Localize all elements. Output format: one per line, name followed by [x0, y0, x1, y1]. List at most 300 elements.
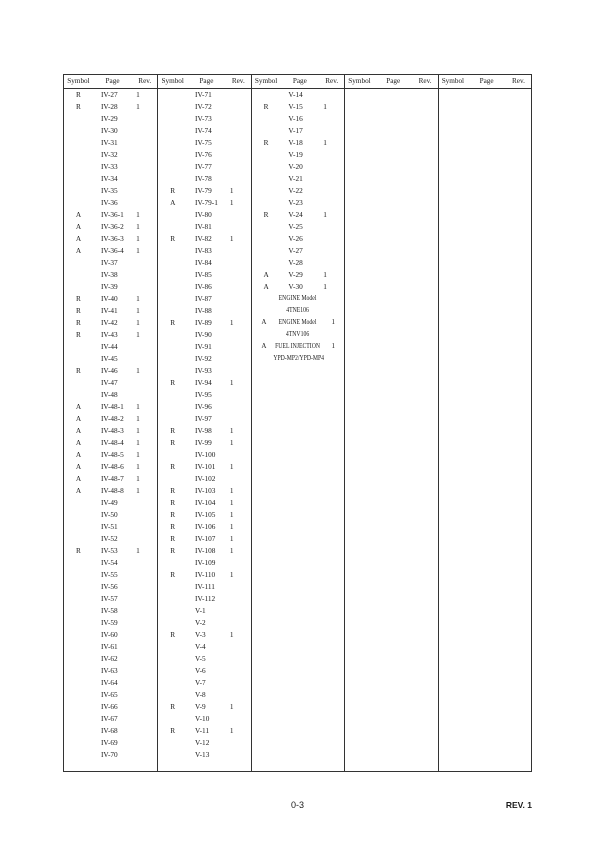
table-row [64, 581, 157, 593]
row-rev: 1 [136, 402, 140, 411]
row-symbol: R [170, 186, 176, 195]
row-symbol: A [75, 402, 82, 411]
row-symbol: A [75, 210, 82, 219]
row-symbol [158, 749, 187, 761]
row-page: IV-80 [195, 210, 212, 219]
table-row [158, 305, 250, 317]
table-row [64, 185, 157, 197]
row-page: IV-50 [100, 510, 118, 519]
table-note-row [252, 293, 344, 317]
row-page: IV-105 [195, 510, 216, 519]
row-page: IV-48-5 [100, 450, 124, 459]
table-row [252, 149, 344, 161]
row-rev: 1 [136, 438, 140, 447]
row-rev [132, 269, 157, 281]
row-symbol [64, 269, 93, 281]
table-row [158, 593, 250, 605]
row-rev [132, 725, 157, 737]
row-rev [226, 269, 251, 281]
row-symbol [252, 173, 281, 185]
row-page: V-11 [195, 726, 210, 735]
table-row [64, 89, 157, 101]
row-page: IV-49 [100, 498, 118, 507]
row-rev [319, 185, 344, 197]
row-symbol [64, 593, 93, 605]
row-symbol [64, 125, 93, 137]
header-page: Page [292, 77, 307, 85]
table-row [64, 149, 157, 161]
row-symbol: A [75, 486, 82, 495]
column-group-1 [64, 75, 157, 771]
table-row [64, 365, 157, 377]
row-symbol [64, 677, 93, 689]
row-page: IV-48-1 [100, 402, 124, 411]
header-page: Page [479, 77, 494, 85]
row-symbol: R [263, 210, 269, 219]
row-symbol [64, 185, 93, 197]
row-rev [132, 701, 157, 713]
header-rev: Rev. [138, 77, 152, 85]
table-row [64, 101, 157, 113]
row-rev: 1 [136, 330, 140, 339]
row-rev [226, 641, 251, 653]
row-rev [132, 341, 157, 353]
row-symbol [158, 125, 187, 137]
row-page: IV-79-1 [195, 198, 218, 207]
note-rev: 1 [331, 342, 336, 350]
row-rev [226, 749, 251, 761]
row-rev [226, 101, 251, 113]
row-symbol: A [263, 282, 269, 291]
row-symbol [64, 149, 93, 161]
column-header [439, 75, 531, 89]
row-page: IV-63 [100, 666, 118, 675]
row-symbol: R [170, 522, 176, 531]
row-page: IV-96 [195, 402, 212, 411]
row-symbol [158, 689, 187, 701]
row-symbol [158, 389, 187, 401]
table-row [64, 413, 157, 425]
row-page: IV-36-1 [100, 210, 124, 219]
row-symbol [252, 233, 281, 245]
row-page: IV-78 [195, 174, 212, 183]
row-page: V-29 [288, 270, 303, 279]
row-page: IV-85 [195, 270, 212, 279]
row-page: IV-93 [195, 366, 212, 375]
row-rev [132, 689, 157, 701]
table-row [64, 377, 157, 389]
row-page: V-13 [195, 750, 210, 759]
table-row [158, 89, 250, 101]
table-row [158, 473, 250, 485]
header-page: Page [105, 77, 120, 85]
row-page: IV-92 [195, 354, 212, 363]
table-row [158, 545, 250, 557]
row-rev [226, 113, 251, 125]
row-page: IV-32 [100, 150, 118, 159]
row-symbol [64, 653, 93, 665]
row-symbol [158, 173, 187, 185]
row-page: IV-89 [195, 318, 212, 327]
row-symbol [158, 653, 187, 665]
row-rev: 1 [229, 318, 234, 327]
table-row [158, 293, 250, 305]
table-row [158, 161, 250, 173]
row-rev [132, 509, 157, 521]
column-group-5 [438, 75, 531, 771]
row-rev [132, 677, 157, 689]
table-row [64, 293, 157, 305]
table-row [252, 221, 344, 233]
table-row [64, 197, 157, 209]
row-symbol [252, 185, 281, 197]
table-row [158, 233, 250, 245]
row-symbol [64, 377, 93, 389]
table-row [158, 221, 250, 233]
row-rev [132, 185, 157, 197]
table-row [64, 389, 157, 401]
row-rev [226, 89, 251, 101]
row-page: IV-67 [100, 714, 118, 723]
row-page: IV-38 [100, 270, 118, 279]
row-rev [226, 581, 251, 593]
note-line-2: 4TNE106 [286, 305, 310, 314]
row-page: IV-110 [195, 570, 216, 579]
table-row [64, 125, 157, 137]
row-symbol [158, 713, 187, 725]
row-page: IV-108 [195, 546, 216, 555]
table-note-row [252, 341, 344, 365]
row-page: IV-66 [100, 702, 118, 711]
row-symbol: R [170, 630, 176, 639]
table-row [64, 653, 157, 665]
table-row [64, 353, 157, 365]
table-row [158, 533, 250, 545]
row-symbol [158, 245, 187, 257]
table-row [252, 281, 344, 293]
table-row [158, 317, 250, 329]
header-symbol: Symbol [67, 77, 90, 85]
row-symbol [158, 137, 187, 149]
row-rev: 1 [323, 282, 327, 291]
row-rev [132, 353, 157, 365]
row-symbol [158, 329, 187, 341]
row-symbol [158, 209, 187, 221]
table-row [158, 557, 250, 569]
row-rev [226, 353, 251, 365]
row-symbol [64, 281, 93, 293]
table-row [64, 329, 157, 341]
table-row [64, 461, 157, 473]
row-symbol [252, 149, 281, 161]
row-page: IV-104 [195, 498, 216, 507]
row-page: IV-97 [195, 414, 212, 423]
table-row [158, 413, 250, 425]
row-symbol [64, 557, 93, 569]
row-rev [226, 281, 251, 293]
header-symbol: Symbol [161, 77, 184, 85]
row-rev [319, 257, 344, 269]
row-page: IV-70 [100, 750, 118, 759]
row-symbol [64, 569, 93, 581]
row-page: V-1 [195, 606, 206, 615]
row-page: IV-98 [195, 426, 212, 435]
row-page: V-7 [195, 678, 206, 687]
row-rev [226, 365, 251, 377]
row-symbol [64, 173, 93, 185]
row-page: IV-29 [100, 114, 118, 123]
table-row [158, 425, 250, 437]
row-symbol [158, 641, 187, 653]
table-row [64, 317, 157, 329]
row-symbol [64, 641, 93, 653]
table-row [64, 605, 157, 617]
row-rev [319, 149, 344, 161]
row-page: V-14 [288, 90, 303, 99]
table-row [158, 449, 250, 461]
row-symbol: R [76, 330, 81, 339]
table-row [64, 689, 157, 701]
row-page: IV-74 [195, 126, 212, 135]
table-row [252, 137, 344, 149]
row-rev: 1 [229, 438, 234, 447]
row-page: V-17 [288, 126, 303, 135]
row-rev [226, 329, 251, 341]
table-row [64, 245, 157, 257]
table-row [158, 749, 250, 761]
table-row [64, 473, 157, 485]
row-rev [226, 605, 251, 617]
row-rev [226, 665, 251, 677]
row-page: IV-69 [100, 738, 118, 747]
table-row [64, 437, 157, 449]
row-rev [132, 137, 157, 149]
row-rev: 1 [136, 246, 140, 255]
row-page: IV-33 [100, 162, 118, 171]
row-page: IV-99 [195, 438, 212, 447]
row-rev [132, 161, 157, 173]
row-rev [226, 125, 251, 137]
row-rev: 1 [136, 306, 140, 315]
row-page: IV-48-8 [100, 486, 124, 495]
row-rev [132, 125, 157, 137]
row-symbol [64, 701, 93, 713]
row-rev: 1 [136, 462, 140, 471]
row-rev: 1 [229, 702, 234, 711]
row-rev [319, 89, 344, 101]
row-page: V-30 [288, 282, 303, 291]
row-rev [132, 497, 157, 509]
table-row [158, 365, 250, 377]
row-rev [226, 449, 251, 461]
row-page: V-19 [288, 150, 303, 159]
column-header [158, 75, 250, 89]
row-rev [132, 257, 157, 269]
row-page: IV-35 [100, 186, 118, 195]
row-page: IV-47 [100, 378, 118, 387]
row-symbol [64, 581, 93, 593]
column-group-2 [157, 75, 250, 771]
row-symbol: R [170, 726, 176, 735]
row-symbol: A [75, 450, 82, 459]
row-page: V-12 [195, 738, 210, 747]
table-row [64, 341, 157, 353]
row-rev [226, 389, 251, 401]
row-page: IV-72 [195, 102, 212, 111]
table-row [158, 257, 250, 269]
row-rev [132, 173, 157, 185]
header-page: Page [386, 77, 401, 85]
row-rev: 1 [136, 414, 140, 423]
table-row [158, 497, 250, 509]
row-page: IV-30 [100, 126, 118, 135]
row-symbol [64, 137, 93, 149]
row-rev: 1 [136, 90, 140, 99]
table-row [158, 377, 250, 389]
row-rev [319, 221, 344, 233]
row-symbol [158, 413, 187, 425]
row-rev: 1 [229, 498, 234, 507]
table-row [64, 485, 157, 497]
column-group-4 [344, 75, 437, 771]
row-page: IV-54 [100, 558, 118, 567]
table-row [252, 125, 344, 137]
header-symbol: Symbol [348, 77, 371, 85]
row-symbol: R [76, 102, 81, 111]
row-page: IV-59 [100, 618, 118, 627]
row-rev [226, 473, 251, 485]
row-rev [132, 749, 157, 761]
table-row [158, 701, 250, 713]
row-symbol [158, 737, 187, 749]
row-page: IV-107 [195, 534, 216, 543]
row-rev [319, 233, 344, 245]
row-page: IV-71 [195, 90, 212, 99]
row-rev [319, 113, 344, 125]
table-row [158, 197, 250, 209]
row-rev [226, 713, 251, 725]
row-symbol [252, 221, 281, 233]
row-page: IV-65 [100, 690, 118, 699]
row-rev [132, 713, 157, 725]
row-rev [226, 245, 251, 257]
row-rev [132, 281, 157, 293]
row-symbol: R [76, 306, 81, 315]
row-page: IV-52 [100, 534, 118, 543]
row-symbol: A [170, 198, 176, 207]
row-page: IV-95 [195, 390, 212, 399]
note-symbol: A [261, 342, 267, 350]
row-page: IV-87 [195, 294, 212, 303]
row-symbol [252, 161, 281, 173]
table-row [252, 197, 344, 209]
row-symbol: R [170, 234, 176, 243]
row-rev: 1 [136, 234, 140, 243]
table-row [158, 461, 250, 473]
row-rev [226, 293, 251, 305]
row-rev [226, 401, 251, 413]
table-row [252, 257, 344, 269]
table-row [64, 533, 157, 545]
row-symbol [252, 113, 281, 125]
table-row [252, 233, 344, 245]
row-symbol: R [170, 426, 176, 435]
row-symbol: R [170, 534, 176, 543]
row-symbol: A [75, 246, 82, 255]
row-rev [132, 665, 157, 677]
header-rev: Rev. [512, 77, 525, 85]
row-rev [132, 377, 157, 389]
row-symbol [158, 605, 187, 617]
row-symbol: R [170, 486, 176, 495]
table-row [158, 125, 250, 137]
row-page: IV-51 [100, 522, 118, 531]
row-rev: 1 [229, 570, 234, 579]
row-rev [132, 629, 157, 641]
row-symbol [64, 617, 93, 629]
table-row [158, 437, 250, 449]
row-symbol: A [75, 474, 82, 483]
row-page: V-6 [195, 666, 206, 675]
row-page: IV-103 [195, 486, 216, 495]
table-row [158, 389, 250, 401]
table-row [64, 281, 157, 293]
table-row [64, 257, 157, 269]
table-row [158, 617, 250, 629]
row-rev: 1 [229, 186, 234, 195]
row-rev: 1 [229, 534, 234, 543]
row-rev: 1 [136, 222, 140, 231]
row-symbol [158, 269, 187, 281]
row-rev [132, 581, 157, 593]
row-rev [226, 413, 251, 425]
table-row [64, 113, 157, 125]
column-header [252, 75, 344, 89]
row-symbol: R [170, 510, 176, 519]
table-row [158, 269, 250, 281]
table-row [158, 173, 250, 185]
table-row [158, 101, 250, 113]
table-row [64, 221, 157, 233]
table-row [158, 689, 250, 701]
row-symbol [158, 581, 187, 593]
row-symbol [64, 257, 93, 269]
row-rev: 1 [229, 522, 234, 531]
row-symbol [158, 161, 187, 173]
row-symbol: R [170, 702, 176, 711]
row-rev [132, 389, 157, 401]
row-page: V-5 [195, 654, 206, 663]
row-rev: 1 [136, 426, 140, 435]
note-line-2: 4TNV106 [286, 329, 310, 338]
row-page: IV-39 [100, 282, 118, 291]
row-symbol: A [75, 462, 82, 471]
row-symbol [158, 473, 187, 485]
table-row [64, 269, 157, 281]
row-symbol [158, 149, 187, 161]
table-row [252, 269, 344, 281]
row-page: IV-53 [100, 546, 118, 555]
table-row [252, 101, 344, 113]
row-symbol [64, 161, 93, 173]
row-symbol: R [76, 366, 81, 375]
row-page: IV-48-7 [100, 474, 124, 483]
table-row [64, 509, 157, 521]
row-page: V-16 [288, 114, 303, 123]
row-symbol [64, 389, 93, 401]
row-symbol [158, 281, 187, 293]
row-symbol [158, 617, 187, 629]
